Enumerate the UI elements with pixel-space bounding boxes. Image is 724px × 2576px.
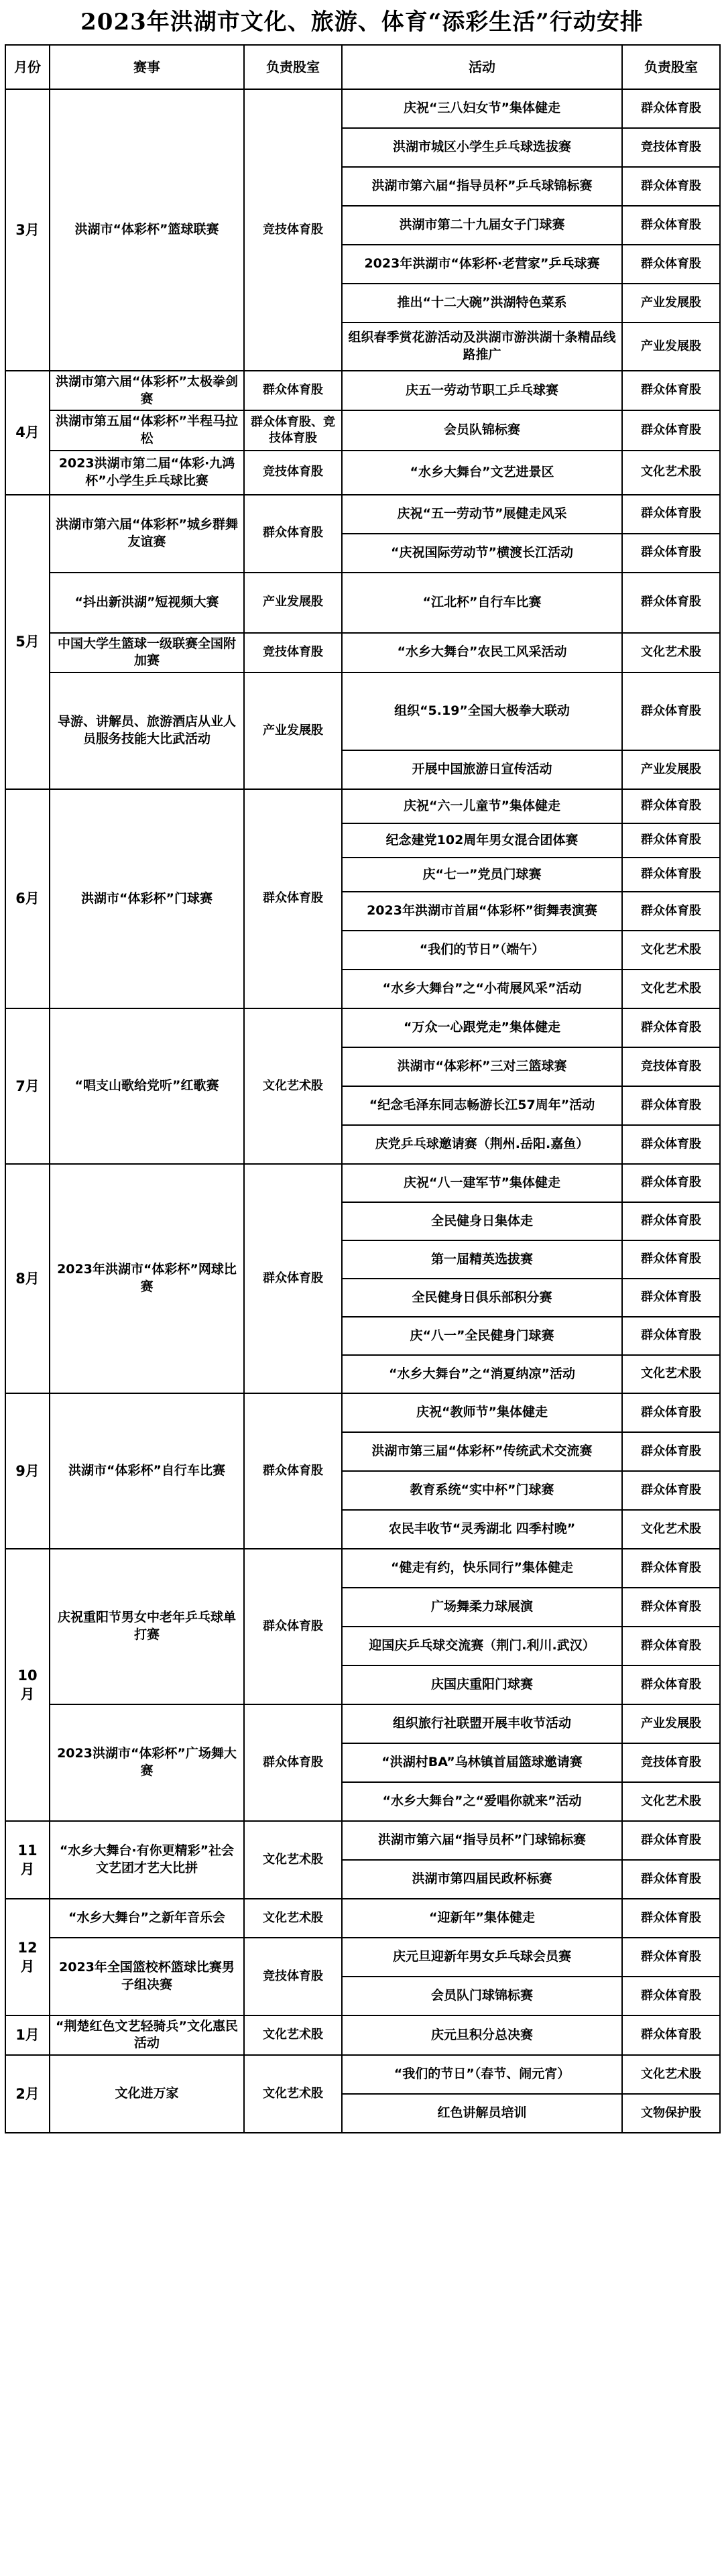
activity-dept-cell: 群众体育股 bbox=[622, 371, 720, 410]
activity-dept-cell: 文化艺术股 bbox=[622, 1782, 720, 1821]
activity-dept-cell: 竞技体育股 bbox=[622, 128, 720, 167]
activity-name-cell: 会员队门球锦标赛 bbox=[342, 1977, 622, 2015]
table-row bbox=[5, 1899, 720, 1938]
event-name-cell: 洪湖市“体彩杯”篮球联赛 bbox=[50, 89, 244, 371]
event-name-cell: 中国大学生篮球一级联赛全国附加赛 bbox=[50, 633, 244, 672]
activity-dept-cell: 群众体育股 bbox=[622, 672, 720, 750]
activity-name-cell: “万众一心跟党走”集体健走 bbox=[342, 1008, 622, 1047]
event-dept-cell: 文化艺术股 bbox=[244, 2015, 342, 2055]
event-dept-cell: 群众体育股 bbox=[244, 1704, 342, 1821]
activity-name-cell: 全民健身日集体走 bbox=[342, 1202, 622, 1240]
event-name-cell: “荆楚红色文艺轻骑兵”文化惠民活动 bbox=[50, 2015, 244, 2055]
event-dept-cell: 竞技体育股 bbox=[244, 451, 342, 495]
activity-dept-cell: 群众体育股 bbox=[622, 1899, 720, 1938]
activity-name-cell: 庆祝“三八妇女节”集体健走 bbox=[342, 89, 622, 128]
table-row bbox=[5, 451, 720, 495]
event-dept-cell: 产业发展股 bbox=[244, 573, 342, 633]
activity-name-cell: 第一届精英选拔赛 bbox=[342, 1240, 622, 1279]
event-name-cell: “抖出新洪湖”短视频大赛 bbox=[50, 573, 244, 633]
activity-name-cell: “迎新年”集体健走 bbox=[342, 1899, 622, 1938]
activity-name-cell: “我们的节日”（端午） bbox=[342, 931, 622, 970]
table-row bbox=[5, 2055, 720, 2094]
activity-name-cell: 庆祝“六一儿童节”集体健走 bbox=[342, 789, 622, 823]
activity-dept-cell: 文化艺术股 bbox=[622, 970, 720, 1008]
header-activity: 活动 bbox=[342, 45, 622, 89]
event-dept-cell: 群众体育股 bbox=[244, 1164, 342, 1393]
activity-dept-cell: 群众体育股 bbox=[622, 573, 720, 633]
activity-dept-cell: 群众体育股 bbox=[622, 2015, 720, 2055]
event-dept-cell: 群众体育股 bbox=[244, 1393, 342, 1549]
event-dept-cell: 文化艺术股 bbox=[244, 1008, 342, 1164]
activity-name-cell: 2023年洪湖市首届“体彩杯”街舞表演赛 bbox=[342, 892, 622, 931]
event-name-cell: 2023年洪湖市“体彩杯”网球比赛 bbox=[50, 1164, 244, 1393]
activity-name-cell: 纪念建党102周年男女混合团体赛 bbox=[342, 823, 622, 858]
event-name-cell: 洪湖市第五届“体彩杯”半程马拉松 bbox=[50, 410, 244, 450]
event-dept-cell: 竞技体育股 bbox=[244, 1938, 342, 2015]
table-row bbox=[5, 1704, 720, 1743]
activity-name-cell: “健走有约，快乐同行”集体健走 bbox=[342, 1549, 622, 1588]
activity-dept-cell: 群众体育股 bbox=[622, 1588, 720, 1627]
activity-name-cell: 开展中国旅游日宣传活动 bbox=[342, 750, 622, 789]
event-dept-cell: 群众体育股 bbox=[244, 495, 342, 573]
activity-dept-cell: 文化艺术股 bbox=[622, 633, 720, 672]
activity-dept-cell: 群众体育股 bbox=[622, 1086, 720, 1125]
event-name-cell: 洪湖市“体彩杯”自行车比赛 bbox=[50, 1393, 244, 1549]
table-row bbox=[5, 573, 720, 633]
activity-name-cell: 广场舞柔力球展演 bbox=[342, 1588, 622, 1627]
event-name-cell: 洪湖市第六届“体彩杯”太极拳剑赛 bbox=[50, 371, 244, 410]
table-row bbox=[5, 789, 720, 823]
activity-dept-cell: 群众体育股 bbox=[622, 789, 720, 823]
activity-name-cell: “庆祝国际劳动节”横渡长江活动 bbox=[342, 534, 622, 573]
activity-dept-cell: 群众体育股 bbox=[622, 1393, 720, 1432]
activity-dept-cell: 产业发展股 bbox=[622, 323, 720, 371]
month-cell: 2月 bbox=[5, 2055, 50, 2133]
activity-dept-cell: 群众体育股 bbox=[622, 534, 720, 573]
event-dept-cell: 产业发展股 bbox=[244, 672, 342, 789]
activity-dept-cell: 群众体育股 bbox=[622, 1317, 720, 1355]
activity-name-cell: 庆“七一”党员门球赛 bbox=[342, 858, 622, 892]
activity-name-cell: 庆祝“五一劳动节”展健走风采 bbox=[342, 495, 622, 534]
activity-name-cell: 组织旅行社联盟开展丰收节活动 bbox=[342, 1704, 622, 1743]
month-cell: 1月 bbox=[5, 2015, 50, 2055]
activity-dept-cell: 竞技体育股 bbox=[622, 1743, 720, 1782]
event-dept-cell: 群众体育股 bbox=[244, 1549, 342, 1704]
month-cell: 7月 bbox=[5, 1008, 50, 1164]
activity-name-cell: 洪湖市第三届“体彩杯”传统武术交流赛 bbox=[342, 1432, 622, 1471]
event-name-cell: 导游、讲解员、旅游酒店从业人员服务技能大比武活动 bbox=[50, 672, 244, 789]
activity-dept-cell: 文化艺术股 bbox=[622, 451, 720, 495]
activity-name-cell: 洪湖市“体彩杯”三对三篮球赛 bbox=[342, 1047, 622, 1086]
activity-name-cell: 教育系统“实中杯”门球赛 bbox=[342, 1471, 622, 1510]
event-name-cell: 2023年全国篮校杯篮球比赛男子组决赛 bbox=[50, 1938, 244, 2015]
header-activity-dept: 负责股室 bbox=[622, 45, 720, 89]
activity-dept-cell: 群众体育股 bbox=[622, 167, 720, 206]
page-title: 2023年洪湖市文化、旅游、体育“添彩生活”行动安排 bbox=[80, 9, 644, 36]
month-cell: 3月 bbox=[5, 89, 50, 371]
activity-name-cell: “江北杯”自行车比赛 bbox=[342, 573, 622, 633]
table-row bbox=[5, 89, 720, 128]
table-row bbox=[5, 1938, 720, 1977]
table-row bbox=[5, 1393, 720, 1432]
activity-name-cell: 全民健身日俱乐部积分赛 bbox=[342, 1279, 622, 1317]
event-name-cell: 洪湖市“体彩杯”门球赛 bbox=[50, 789, 244, 1008]
table-row bbox=[5, 410, 720, 450]
activity-dept-cell: 竞技体育股 bbox=[622, 1047, 720, 1086]
month-cell: 4月 bbox=[5, 371, 50, 495]
header-row bbox=[5, 45, 720, 89]
schedule-body bbox=[5, 89, 720, 2133]
activity-name-cell: 庆元旦迎新年男女乒乓球会员赛 bbox=[342, 1938, 622, 1977]
month-cell: 8月 bbox=[5, 1164, 50, 1393]
activity-dept-cell: 文化艺术股 bbox=[622, 931, 720, 970]
table-row bbox=[5, 1549, 720, 1588]
activity-name-cell: 庆国庆重阳门球赛 bbox=[342, 1665, 622, 1704]
activity-dept-cell: 群众体育股 bbox=[622, 823, 720, 858]
activity-name-cell: “水乡大舞台”之“消夏纳凉”活动 bbox=[342, 1355, 622, 1393]
activity-dept-cell: 群众体育股 bbox=[622, 89, 720, 128]
activity-dept-cell: 群众体育股 bbox=[622, 206, 720, 245]
activity-name-cell: “水乡大舞台”之“小荷展风采”活动 bbox=[342, 970, 622, 1008]
activity-dept-cell: 群众体育股 bbox=[622, 1202, 720, 1240]
table-row bbox=[5, 633, 720, 672]
activity-dept-cell: 产业发展股 bbox=[622, 284, 720, 323]
event-name-cell: 2023洪湖市“体彩杯”广场舞大赛 bbox=[50, 1704, 244, 1821]
event-name-cell: 文化进万家 bbox=[50, 2055, 244, 2133]
table-row bbox=[5, 1008, 720, 1047]
activity-dept-cell: 群众体育股 bbox=[622, 1240, 720, 1279]
activity-name-cell: 洪湖市第六届“指导员杯”乒乓球锦标赛 bbox=[342, 167, 622, 206]
activity-name-cell: “纪念毛泽东同志畅游长江57周年”活动 bbox=[342, 1086, 622, 1125]
activity-name-cell: 洪湖市第四届民政杯标赛 bbox=[342, 1860, 622, 1899]
header-event: 赛事 bbox=[50, 45, 244, 89]
activity-dept-cell: 群众体育股 bbox=[622, 1471, 720, 1510]
activity-dept-cell: 产业发展股 bbox=[622, 1704, 720, 1743]
activity-dept-cell: 群众体育股 bbox=[622, 1008, 720, 1047]
event-name-cell: “水乡大舞台·有你更精彩”社会文艺团才艺大比拼 bbox=[50, 1821, 244, 1899]
event-name-cell: “水乡大舞台”之新年音乐会 bbox=[50, 1899, 244, 1938]
month-cell: 9月 bbox=[5, 1393, 50, 1549]
table-row bbox=[5, 371, 720, 410]
activity-dept-cell: 文物保护股 bbox=[622, 2094, 720, 2133]
event-dept-cell: 文化艺术股 bbox=[244, 2055, 342, 2133]
activity-name-cell: 洪湖市第六届“指导员杯”门球锦标赛 bbox=[342, 1821, 622, 1860]
activity-name-cell: “水乡大舞台”农民工风采活动 bbox=[342, 633, 622, 672]
header-month: 月份 bbox=[5, 45, 50, 89]
event-name-cell: 洪湖市第六届“体彩杯”城乡群舞友谊赛 bbox=[50, 495, 244, 573]
activity-dept-cell: 群众体育股 bbox=[622, 245, 720, 284]
activity-dept-cell: 群众体育股 bbox=[622, 1125, 720, 1164]
activity-name-cell: “洪湖村BA”乌林镇首届篮球邀请赛 bbox=[342, 1743, 622, 1782]
activity-name-cell: 洪湖市城区小学生乒乓球选拔赛 bbox=[342, 128, 622, 167]
activity-name-cell: 推出“十二大碗”洪湖特色菜系 bbox=[342, 284, 622, 323]
activity-dept-cell: 群众体育股 bbox=[622, 892, 720, 931]
activity-dept-cell: 群众体育股 bbox=[622, 858, 720, 892]
activity-dept-cell: 群众体育股 bbox=[622, 1549, 720, 1588]
activity-dept-cell: 群众体育股 bbox=[622, 1938, 720, 1977]
activity-dept-cell: 群众体育股 bbox=[622, 1279, 720, 1317]
activity-name-cell: 庆“八一”全民健身门球赛 bbox=[342, 1317, 622, 1355]
event-dept-cell: 群众体育股、竞技体育股 bbox=[244, 410, 342, 450]
activity-name-cell: 红色讲解员培训 bbox=[342, 2094, 622, 2133]
activity-dept-cell: 文化艺术股 bbox=[622, 1355, 720, 1393]
month-cell: 5月 bbox=[5, 495, 50, 789]
activity-dept-cell: 产业发展股 bbox=[622, 750, 720, 789]
activity-name-cell: 洪湖市第二十九届女子门球赛 bbox=[342, 206, 622, 245]
activity-name-cell: “水乡大舞台”文艺进景区 bbox=[342, 451, 622, 495]
table-row bbox=[5, 1821, 720, 1860]
activity-dept-cell: 群众体育股 bbox=[622, 1164, 720, 1202]
month-cell: 11月 bbox=[5, 1821, 50, 1899]
header-event-dept: 负责股室 bbox=[244, 45, 342, 89]
activity-name-cell: 迎国庆乒乓球交流赛（荆门.利川.武汉） bbox=[342, 1627, 622, 1665]
month-cell: 10月 bbox=[5, 1549, 50, 1821]
table-row bbox=[5, 672, 720, 750]
activity-dept-cell: 群众体育股 bbox=[622, 1627, 720, 1665]
activity-name-cell: 组织春季赏花游活动及洪湖市游洪湖十条精品线路推广 bbox=[342, 323, 622, 371]
activity-name-cell: “我们的节日”（春节、闹元宵） bbox=[342, 2055, 622, 2094]
event-dept-cell: 文化艺术股 bbox=[244, 1899, 342, 1938]
event-dept-cell: 群众体育股 bbox=[244, 789, 342, 1008]
activity-dept-cell: 群众体育股 bbox=[622, 1432, 720, 1471]
activity-name-cell: 庆五一劳动节职工乒乓球赛 bbox=[342, 371, 622, 410]
event-dept-cell: 竞技体育股 bbox=[244, 89, 342, 371]
activity-dept-cell: 群众体育股 bbox=[622, 1821, 720, 1860]
activity-dept-cell: 群众体育股 bbox=[622, 1665, 720, 1704]
activity-name-cell: 2023年洪湖市“体彩杯·老营家”乒乓球赛 bbox=[342, 245, 622, 284]
table-row bbox=[5, 495, 720, 534]
event-name-cell: 2023洪湖市第二届“体彩·九鸿杯”小学生乒乓球比赛 bbox=[50, 451, 244, 495]
event-dept-cell: 文化艺术股 bbox=[244, 1821, 342, 1899]
table-row bbox=[5, 1164, 720, 1202]
activity-name-cell: 组织“5.19”全国大极拳大联动 bbox=[342, 672, 622, 750]
activity-dept-cell: 群众体育股 bbox=[622, 1860, 720, 1899]
activity-dept-cell: 文化艺术股 bbox=[622, 1510, 720, 1549]
activity-name-cell: 庆祝“八一建军节”集体健走 bbox=[342, 1164, 622, 1202]
activity-dept-cell: 群众体育股 bbox=[622, 495, 720, 534]
activity-name-cell: 庆元旦积分总决赛 bbox=[342, 2015, 622, 2055]
activity-dept-cell: 群众体育股 bbox=[622, 1977, 720, 2015]
activity-name-cell: 庆祝“教师节”集体健走 bbox=[342, 1393, 622, 1432]
event-name-cell: 庆祝重阳节男女中老年乒乓球单打赛 bbox=[50, 1549, 244, 1704]
activity-name-cell: 庆党乒乓球邀请赛（荆州.岳阳.嘉鱼） bbox=[342, 1125, 622, 1164]
event-name-cell: “唱支山歌给党听”红歌赛 bbox=[50, 1008, 244, 1164]
activity-name-cell: 会员队锦标赛 bbox=[342, 410, 622, 450]
schedule-table bbox=[5, 44, 721, 2133]
event-dept-cell: 群众体育股 bbox=[244, 371, 342, 410]
event-dept-cell: 竞技体育股 bbox=[244, 633, 342, 672]
activity-dept-cell: 群众体育股 bbox=[622, 410, 720, 450]
activity-dept-cell: 文化艺术股 bbox=[622, 2055, 720, 2094]
table-row bbox=[5, 2015, 720, 2055]
activity-name-cell: “水乡大舞台”之“爱唱你就来”活动 bbox=[342, 1782, 622, 1821]
month-cell: 12月 bbox=[5, 1899, 50, 2015]
activity-name-cell: 农民丰收节“灵秀湖北 四季村晚” bbox=[342, 1510, 622, 1549]
month-cell: 6月 bbox=[5, 789, 50, 1008]
